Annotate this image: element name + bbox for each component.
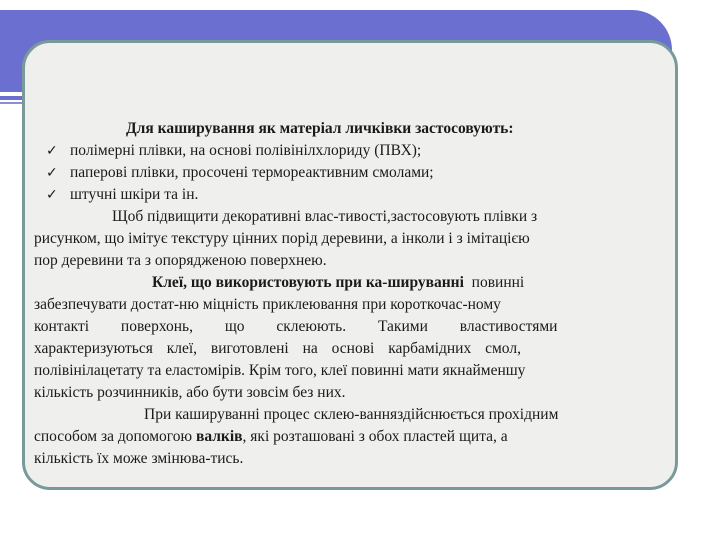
- list-item: ✓ паперові плівки, просочені термореактивним смолами;: [46, 162, 666, 184]
- paragraph-line: полівінілацетату та еластомірів. Крім того, клеї повинні мати якнайменшу: [34, 362, 526, 379]
- paragraph-line: забезпечувати достат-ню міцність приклеювання при короткочас-ному: [34, 296, 501, 313]
- list-item: ✓ штучні шкіри та ін.: [46, 184, 666, 206]
- list-item: ✓ полімерні плівки, на основі полівінілхлориду (ПВХ);: [46, 140, 666, 162]
- checkmark-icon: ✓: [46, 187, 58, 203]
- paragraph-line: контакті поверхонь, що склеюють. Такими властивостями: [34, 318, 558, 335]
- paragraph-line: кількість розчинників, або бути зовсім без них.: [34, 384, 346, 401]
- paragraph-line: рисунком, що імітує текстуру цінних порід деревини, а інколи і з імітацією: [34, 230, 530, 247]
- paragraph-line: При кашируванні процес склею-ванняздійснюється прохідним: [144, 406, 559, 423]
- checkmark-icon: ✓: [46, 165, 58, 181]
- checkmark-icon: ✓: [46, 143, 58, 159]
- paragraph-line: Щоб підвищити декоративні влас-тивості,застосовують плівки з: [112, 208, 538, 225]
- paragraph-line: способом за допомогою валків, які розташовані з обох пластей щита, а: [34, 428, 508, 445]
- paragraph-line: кількість їх може змінюва-тись.: [34, 450, 244, 467]
- intro-line: Для каширування як матеріал личківки застосовують:: [126, 120, 514, 137]
- paragraph-line: характеризуються клеї, виготовлені на основі карбамідних смол,: [34, 340, 521, 357]
- slide-body: [34, 118, 666, 470]
- paragraph-line: Клеї, що використовують при ка-шируванні повинні: [152, 274, 525, 291]
- paragraph-line: пор деревини та з опорядженою поверхнею.: [34, 252, 327, 269]
